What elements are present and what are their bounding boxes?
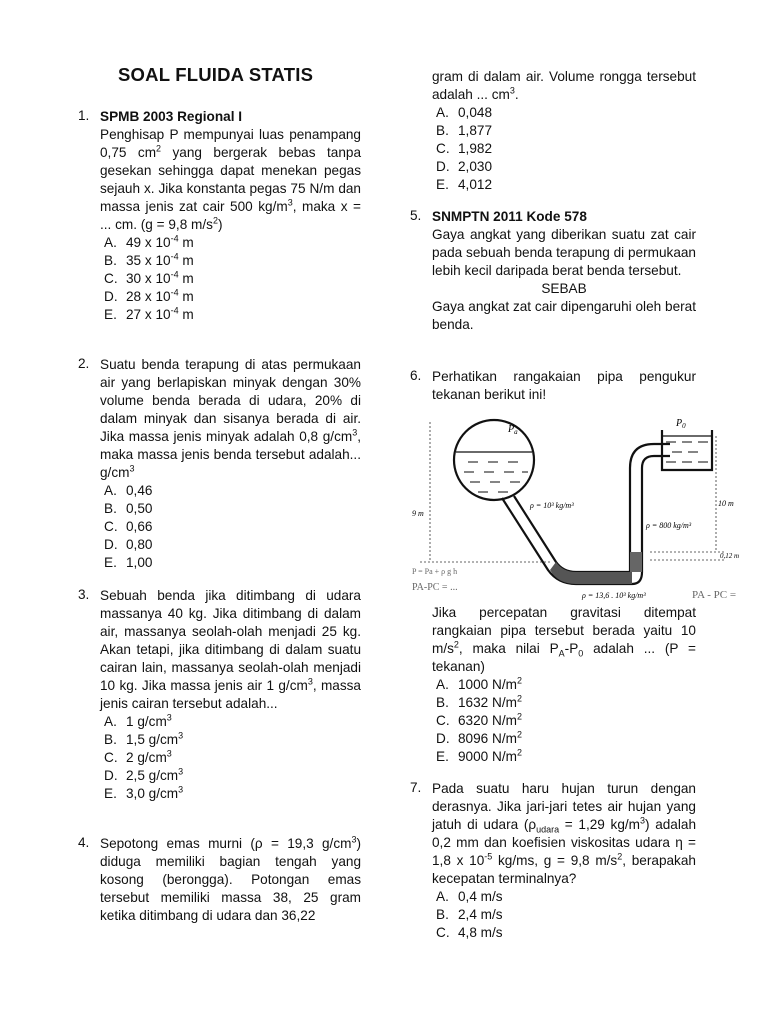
option-a: A. 1000 $N/m^2$ — [436, 675, 522, 692]
option-b: B. 2,4 m/s — [436, 907, 503, 922]
page-title: SOAL FLUIDA STATIS — [118, 64, 314, 85]
question-5 — [410, 208, 696, 334]
option-a: A. 0,4 m/s — [436, 889, 503, 904]
label-height-9m: 9 m — [412, 509, 424, 518]
option-b: B. 1,5 $g/cm^3$ — [104, 730, 184, 747]
tank-hatch — [666, 442, 708, 462]
label-height-012m: 0,12 m — [720, 552, 740, 560]
option-c: C. 4,8 m/s — [436, 925, 503, 940]
answer-options — [432, 104, 696, 194]
question-source: SPMB 2003 Regional I — [100, 109, 243, 124]
sebab-label: SEBAB — [541, 281, 587, 296]
label-p0: $P_0$ — [676, 418, 686, 430]
question-text: gram di dalam air. Volume rongga tersebut adalah ... $cm^3$. — [432, 69, 696, 102]
question-text: Perhatikan rangakaian pipa pengukur tekanan berikut ini! — [432, 369, 696, 402]
question-6 — [410, 368, 696, 404]
option-a: A. 1 $g/cm^3$ — [104, 712, 172, 729]
option-e: E. 27 x $10^{-4}$ m — [104, 305, 194, 322]
question-7 — [410, 780, 696, 942]
question-text: Sebuah benda jika ditimbang di udara massanya 40 kg. Jika ditimbang di dalam air, massanya seolah-olah menjadi 25 kg. Akan tetapi, jika ditimbang di dalam suatu cairan lain, massanya seolah-olah menjadi 10 kg. Jika massa jenis air 1 $g/cm^3$, massa jenis cairan tersebut adalah... — [100, 588, 361, 711]
question-text: Pada suatu haru hujan turun dengan derasnya. Jika jari-jari tetes air hujan yang jatuh di udara ($\rho_{udara} = 1,29$ $kg/m^3$) adalah 0,2 mm dan koefisien viskositas udara η = 1,8 x $10^{-5}$ kg/ms, g = 9,8 $m/s^2$, berapakah kecepatan terminalnya? — [432, 781, 697, 886]
question-number: 4. — [78, 835, 90, 850]
question-4-continued — [410, 68, 696, 194]
mercury — [550, 562, 632, 584]
question-source: SNMPTN 2011 Kode 578 — [432, 209, 587, 224]
option-e: E. 1,00 — [104, 555, 153, 570]
label-height-10m: 10 m — [718, 499, 734, 508]
option-d: D. 28 x $10^{-4}$ m — [104, 287, 194, 304]
option-b: B. 1,877 — [436, 123, 493, 138]
left-vessel — [454, 420, 534, 500]
pipe-pressure-figure — [410, 412, 740, 601]
label-pa: $P_a$ — [508, 424, 518, 436]
question-text: Suatu benda terapung di atas permukaan air yang berlapiskan minyak dengan 30% volume benda berada di udara, 20% di dalam minyak dan sisanya berada di air. Jika massa jenis minyak adalah 0,8 $g/cm^3$, maka massa jenis benda tersebut adalah... $g/cm^3$ — [100, 357, 361, 480]
question-number: 5. — [410, 208, 422, 223]
question-number: 6. — [410, 368, 422, 383]
question-number: 3. — [78, 587, 90, 602]
question-3 — [78, 587, 361, 803]
question-statement: Gaya angkat yang diberikan suatu zat cair pada sebuah benda terapung di permukaan lebih kecil daripada berat benda tersebut. — [432, 227, 696, 278]
option-d: D. 8096 $N/m^2$ — [436, 729, 522, 746]
option-a: A. 0,46 — [104, 483, 153, 498]
question-1 — [78, 108, 361, 324]
handwritten-note-3: PA - PC = — [692, 589, 737, 601]
option-a: A. 49 x $10^{-4}$ m — [104, 233, 194, 250]
handwritten-note-1: P = Pa + ρ g h — [412, 567, 458, 576]
option-d: D. 0,80 — [104, 537, 153, 552]
option-c: C. 6320 $N/m^2$ — [436, 711, 522, 728]
answer-options — [100, 234, 361, 324]
question-number: 2. — [78, 356, 90, 371]
label-rho-water: ρ = 10³ kg/m³ — [530, 501, 574, 510]
option-e: E. 4,012 — [436, 177, 493, 192]
option-b: B. 0,50 — [104, 501, 153, 516]
option-c: C. 30 x $10^{-4}$ m — [104, 269, 194, 286]
label-rho-mercury: ρ = 13,6 . 10³ kg/m³ — [582, 591, 646, 600]
label-rho-oil: ρ = 800 kg/m³ — [646, 521, 692, 530]
question-text: Jika percepatan gravitasi ditempat rangkaian pipa tersebut berada yaitu 10 $m/s^2$, maka nilai $P_A-P_0$ adalah ... (P = tekanan) — [432, 605, 696, 674]
question-number: 1. — [78, 108, 90, 123]
option-c: C. 2 $g/cm^3$ — [104, 748, 172, 765]
question-6-continued — [410, 604, 696, 766]
option-c: C. 0,66 — [104, 519, 153, 534]
question-4 — [78, 835, 361, 925]
option-b: B. 1632 $N/m^2$ — [436, 693, 522, 710]
manometer-diagram — [410, 412, 748, 604]
option-d: D. 2,5 $g/cm^3$ — [104, 766, 184, 783]
question-number: 7. — [410, 780, 422, 795]
question-text: Sepotong emas murni (ρ = 19,3 $g/cm^3$) diduga memiliki bagian tengah yang kosong (berongga). Potongan emas tersebut memiliki massa 38, 25 gram ketika ditimbang di udara dan 36,22 — [100, 834, 361, 923]
option-d: D. 2,030 — [436, 159, 493, 174]
answer-options — [432, 676, 696, 766]
handwritten-note-2: PA-PC = ... — [412, 582, 458, 593]
question-2 — [78, 356, 361, 572]
option-e: E. 9000 $N/m^2$ — [436, 747, 522, 764]
answer-options — [100, 482, 361, 572]
option-a: A. 0,048 — [436, 105, 493, 120]
question-reason: Gaya angkat zat cair dipengaruhi oleh berat benda. — [432, 299, 696, 332]
option-e: E. 3,0 $g/cm^3$ — [104, 784, 184, 801]
option-b: B. 35 x $10^{-4}$ m — [104, 251, 194, 268]
option-c: C. 1,982 — [436, 141, 493, 156]
mercury-column — [630, 552, 642, 572]
answer-options — [100, 713, 361, 803]
question-text: Penghisap P mempunyai luas penampang 0,75 $cm^2$ yang bergerak bebas tanpa gesekan sehingga dapat menekan pegas sejauh x. Jika konstanta pegas 75 N/m dan massa jenis zat cair 500 $kg/m^3$, maka x = ... cm. (g = 9,8 $m/s^2$) — [100, 127, 362, 232]
answer-options — [432, 888, 696, 942]
